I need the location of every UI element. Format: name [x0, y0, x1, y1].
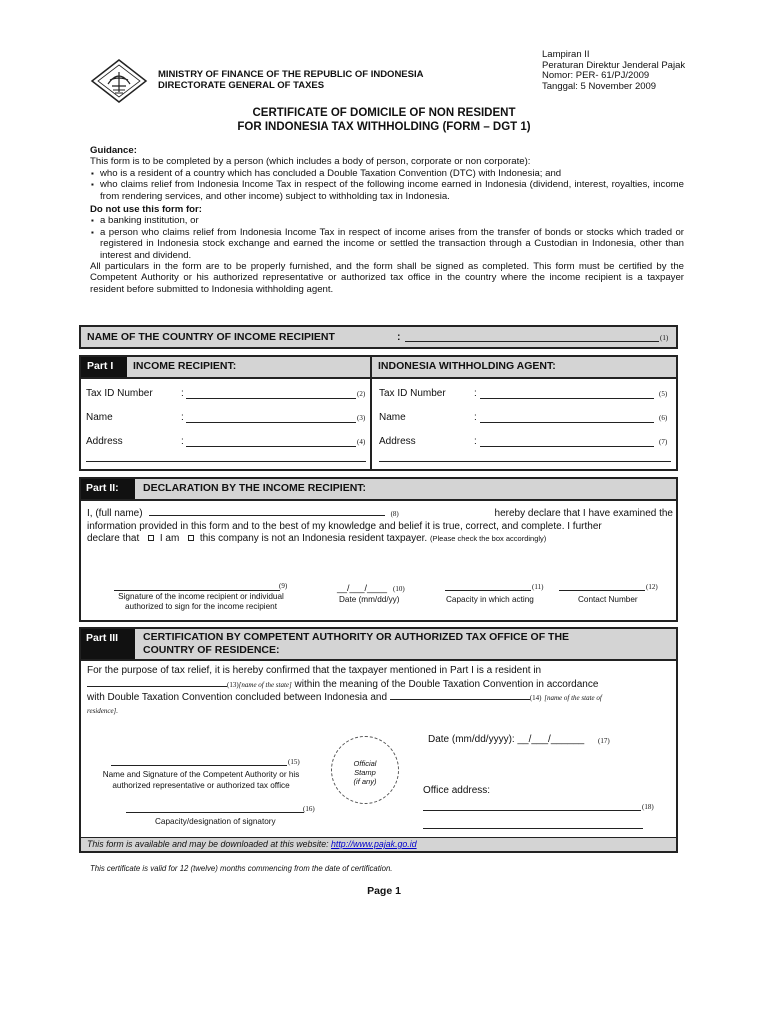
field-num: (10): [393, 585, 405, 593]
signatory-caption: Capacity/designation of signatory: [155, 817, 276, 826]
part1-right-title: INDONESIA WITHHOLDING AGENT:: [372, 357, 676, 377]
recipient-taxid-input[interactable]: [186, 398, 356, 399]
field-num: (12): [646, 583, 658, 591]
stamp-text: Official: [353, 759, 377, 768]
authority-signature-line[interactable]: [111, 765, 287, 766]
form-title-line1: CERTIFICATE OF DOMICILE OF NON RESIDENT: [252, 107, 516, 119]
field-num: (15): [288, 758, 300, 766]
agent-address-label: Address: [379, 436, 416, 447]
field-num: (6): [659, 414, 668, 422]
authority-caption: Name and Signature of the Competent Authority or his: [102, 770, 300, 779]
not-use-bullet: ▪ a person who claims relief from Indonesia Income Tax in respect of income arises from the transfer of bonds or stocks which traded or registered in Indonesia stock exchange and earned the income or settled the transaction through a Custodian in Indonesia, other than interest and dividend.: [90, 227, 684, 261]
office-address-label: Office address:: [423, 785, 491, 796]
declare-line3-start: declare that: [87, 533, 140, 544]
state-input-14[interactable]: [390, 691, 530, 700]
nomor-label: Nomor: PER- 61/PJ/2009: [542, 70, 650, 81]
state-hint: residence].: [87, 706, 119, 715]
state-hint: [name of the state]: [238, 680, 292, 689]
part1-box: [79, 355, 678, 471]
part3-title: CERTIFICATION BY COMPETENT AUTHORITY OR AUTHORIZED TAX OFFICE OF THE: [143, 631, 570, 643]
stamp-text: Stamp: [354, 768, 376, 777]
field-num: (7): [659, 438, 668, 446]
field-num: (3): [357, 414, 366, 422]
field-num: (11): [532, 583, 544, 591]
guidance-bullet: ▪ who is a resident of a country which has concluded a Double Taxation Convention (DTC) with Indonesia; and: [90, 168, 684, 179]
validity-note: This certificate is valid for 12 (twelve) months commencing from the date of certification.: [90, 864, 393, 873]
guidance-bullet: ▪ who claims relief from Indonesia Income Tax in respect of the following income earned in Indonesia (dividend, interest, royalties, income from rendering services, and other income) subject to withholding tax in Indonesia.: [90, 179, 684, 202]
not-use-bullet: ▪ a banking institution, or: [90, 215, 684, 226]
page-number: Page 1: [367, 885, 401, 897]
directorate-name: DIRECTORATE GENERAL OF TAXES: [158, 80, 325, 91]
recipient-signature-line[interactable]: [114, 590, 280, 591]
agent-address-input[interactable]: [480, 446, 654, 447]
certify-line1: For the purpose of tax relief, it is hereby confirmed that the taxpayer mentioned in Part I is a resident in: [87, 665, 542, 676]
field-num: (17): [598, 737, 610, 745]
option-company: this company is not an Indonesia resident taxpayer.: [199, 533, 428, 544]
recipient-address-label: Address: [86, 436, 123, 447]
colon: :: [474, 412, 477, 423]
guidance-heading: Guidance:: [90, 145, 137, 156]
not-use-heading: Do not use this form for:: [90, 204, 202, 216]
colon: :: [181, 436, 184, 447]
lampiran-label: Lampiran II: [542, 49, 590, 60]
country-colon: :: [397, 331, 401, 343]
field-num: (4): [357, 438, 366, 446]
option-i-am: I am: [159, 533, 180, 544]
capacity-input[interactable]: [445, 590, 531, 591]
check-note: (Please check the box accordingly): [429, 534, 547, 543]
part3-badge: Part III: [81, 629, 135, 659]
declare-line2: information provided in this form and to the best of my knowledge and belief it is true, correct, and complete. I further: [87, 520, 602, 532]
part2-title: DECLARATION BY THE INCOME RECIPIENT:: [135, 479, 676, 499]
signature-caption: authorized to sign for the income recipient: [124, 602, 277, 611]
certify-line2: within the meaning of the Double Taxation Convention in accordance: [294, 678, 599, 690]
garuda-logo: [90, 58, 148, 104]
field-num: (13): [227, 680, 239, 689]
tanggal-label: Tanggal: 5 November 2009: [542, 80, 657, 92]
part3-box: [79, 627, 678, 853]
guidance-section: [90, 145, 684, 295]
colon: :: [181, 412, 184, 423]
field-num: (5): [659, 390, 668, 398]
guidance-closing: All particulars in the form are to be properly furnished, and the form shall be signed as completed. This form must be certified by the Competent Authority or his authorized representative or authorized tax office in the country where the income recipient is a taxpayer resident before submitted to Indonesia withholding agent.: [90, 261, 684, 295]
country-input[interactable]: [405, 341, 659, 342]
field-num: (18): [642, 803, 654, 811]
field-num: (16): [303, 805, 315, 813]
part3-title: COUNTRY OF RESIDENCE:: [143, 644, 280, 656]
cert-date-label[interactable]: Date (mm/dd/yyyy): __/___/______: [428, 734, 585, 745]
field-num: (9): [279, 582, 288, 590]
contact-caption: Contact Number: [578, 595, 638, 604]
capacity-caption: Capacity in which acting: [446, 595, 534, 604]
ministry-name: MINISTRY OF FINANCE OF THE REPUBLIC OF INDONESIA: [158, 69, 424, 80]
signatory-capacity-line[interactable]: [126, 812, 304, 813]
agent-taxid-label: Tax ID Number: [379, 388, 446, 399]
colon: :: [474, 436, 477, 447]
recipient-name-label: Name: [86, 412, 113, 423]
field-num: (14): [529, 694, 542, 702]
state-hint: [name of the state of: [544, 694, 602, 702]
office-address-input[interactable]: [423, 810, 641, 811]
website-link[interactable]: http://www.pajak.go.id: [331, 839, 417, 849]
country-num: (1): [660, 334, 669, 342]
declare-intro: I, (full name): [87, 508, 143, 519]
office-address-line2[interactable]: [423, 828, 643, 829]
official-stamp: [331, 736, 399, 804]
agent-name-label: Name: [379, 412, 406, 423]
checkbox-company[interactable]: [188, 535, 194, 541]
contact-input[interactable]: [559, 590, 645, 591]
part1-badge: Part I: [81, 357, 127, 377]
form-title-line2: FOR INDONESIA TAX WITHHOLDING (FORM – DGT 1): [237, 120, 531, 133]
stamp-text: (if any): [353, 777, 377, 786]
recipient-address-line2[interactable]: [86, 461, 366, 462]
agent-name-input[interactable]: [480, 422, 654, 423]
availability-text: This form is available and may be downloaded at this website:: [87, 839, 329, 849]
date-caption: Date (mm/dd/yy): [339, 595, 400, 604]
part2-badge: Part II:: [81, 479, 135, 499]
recipient-name-input[interactable]: [186, 422, 356, 423]
declare-line1-end: hereby declare that I have examined the: [494, 508, 673, 519]
peraturan-label: Peraturan Direktur Jenderal Pajak: [542, 59, 686, 71]
recipient-address-input[interactable]: [186, 446, 356, 447]
fullname-input[interactable]: [149, 506, 385, 516]
country-row: [79, 325, 678, 349]
part1-left-title: INCOME RECIPIENT:: [127, 357, 370, 377]
guidance-intro: This form is to be completed by a person (which includes a body of person, corporate or non corporate):: [90, 156, 531, 168]
date-input[interactable]: __/___/____: [337, 583, 388, 593]
field-num: (2): [357, 390, 366, 398]
certify-line3: with Double Taxation Convention concluded between Indonesia and: [87, 692, 388, 703]
checkbox-i-am[interactable]: [148, 535, 154, 541]
authority-caption: authorized representative or authorized tax office: [112, 781, 290, 790]
signature-caption: Signature of the income recipient or individual: [118, 592, 284, 601]
part2-box: [79, 477, 678, 622]
agent-address-line2[interactable]: [379, 461, 671, 462]
colon: :: [474, 388, 477, 399]
state-input-13[interactable]: [87, 678, 227, 687]
field-num: (8): [390, 510, 399, 518]
agent-taxid-input[interactable]: [480, 398, 654, 399]
colon: :: [181, 388, 184, 399]
recipient-taxid-label: Tax ID Number: [86, 388, 153, 399]
country-label: NAME OF THE COUNTRY OF INCOME RECIPIENT: [87, 331, 335, 343]
